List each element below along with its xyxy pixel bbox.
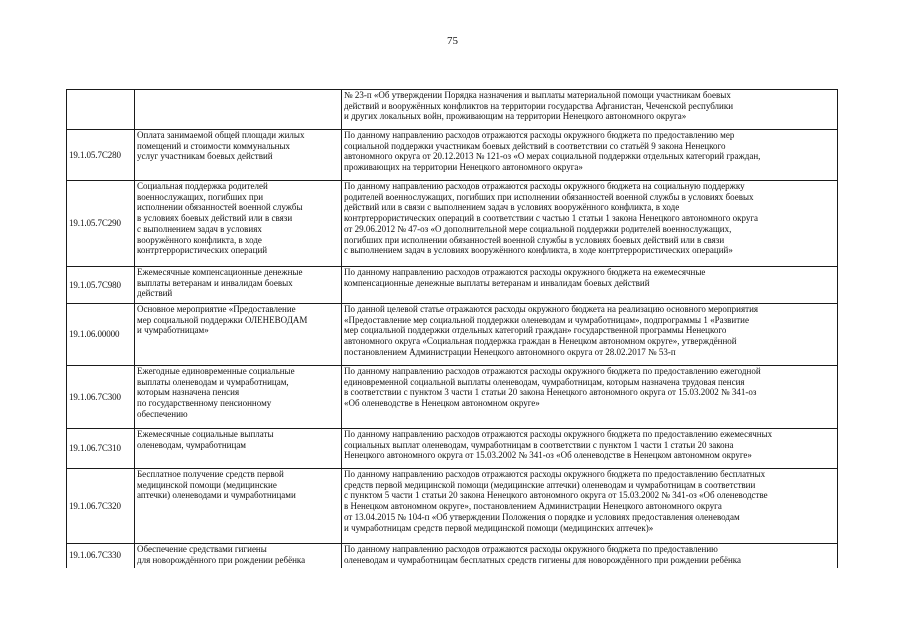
row-name-cell: Бесплатное получение средств первой медицинской помощи (медицинские аптечки) оленеводами и чумработницами bbox=[135, 469, 342, 544]
row-description-cell: По данному направлению расходов отражаются расходы окружного бюджета на ежемесячные компенсационные денежные выплаты ветеранам и инвалидам боевых действий bbox=[342, 267, 838, 304]
row-code-cell: 19.1.05.7С290 bbox=[67, 181, 135, 267]
row-description-cell: № 23-п «Об утверждении Порядка назначения и выплаты материальной помощи участникам боевых действий и вооружённых конфликтов на территории государства Афганистан, Чеченской республики и других локальных войн, проживающим на территории Ненецкого автономного округа» bbox=[342, 90, 838, 130]
row-name-cell bbox=[135, 90, 342, 130]
row-code-cell bbox=[67, 90, 135, 130]
row-name-cell: Обеспечение средствами гигиены для новорождённого при рождении ребёнка bbox=[135, 544, 342, 568]
row-name-cell: Ежемесячные компенсационные денежные выплаты ветеранам и инвалидам боевых действий bbox=[135, 267, 342, 304]
row-description-cell: По данному направлению расходов отражаются расходы окружного бюджета по предоставлению оленеводам и чумработницам бесплатных средств гигиены для новорождённого при рождении ребёнка bbox=[342, 544, 838, 568]
row-name-cell: Оплата занимаемой общей площади жилых помещений и стоимости коммунальных услуг участникам боевых действий bbox=[135, 130, 342, 181]
row-code-cell: 19.1.05.7С280 bbox=[67, 130, 135, 181]
row-description-cell: По данной целевой статье отражаются расходы окружного бюджета на реализацию основного мероприятия «Предоставление мер социальной поддержки оленеводам и чумработницам», подпрограммы 1 «Развитие мер социальной поддержки отдельных категорий граждан» государственной программы Ненецкого автономного округа «Социальная поддержка граждан в Ненецком автономном округе», утверждённой постановлением Администрации Ненецкого автономного округа от 28.02.2017 № 53-п bbox=[342, 304, 838, 366]
row-description-cell: По данному направлению расходов отражаются расходы окружного бюджета по предоставлению бесплатных средств первой медицинской помощи (медицинские аптечки) оленеводам и чумработницам в соответствии с пунктом 5 части 1 статьи 20 закона Ненецкого автономного округа от 15.03.2002 № 341-оз «Об оленеводстве в Ненецком автономном округе», постановлением Администрации Ненецкого автономного округа от 13.04.2015 № 104-п «Об утверждении Положения о порядке и условиях предоставления оленеводам и чумработницам средств первой медицинской помощи (медицинских аптечек)» bbox=[342, 469, 838, 544]
row-code-cell: 19.1.05.7С980 bbox=[67, 267, 135, 304]
row-description-cell: По данному направлению расходов отражаются расходы окружного бюджета на социальную поддержку родителей военнослужащих, погибших при исполнении обязанностей военной службы в условиях боевых действий или в связи с выполнением задач в условиях вооружённого конфликта, в ходе контртеррористических операций в соответствии с частью 1 статьи 1 закона Ненецкого автономного округа от 29.06.2012 № 47-оз «О дополнительной мере социальной поддержки родителей военнослужащих, погибших при исполнении обязанностей военной службы в условиях боевых действий или в связи с выполнением задач в условиях вооружённого конфликта, в ходе контртеррористических операций» bbox=[342, 181, 838, 267]
row-code-cell: 19.1.06.00000 bbox=[67, 304, 135, 366]
row-name-cell: Социальная поддержка родителей военнослужащих, погибших при исполнении обязанностей военной службы в условиях боевых действий или в связи с выполнением задач в условиях вооружённого конфликта, в ходе контртеррористических операций bbox=[135, 181, 342, 267]
row-code-cell: 19.1.06.7С330 bbox=[67, 544, 135, 568]
row-code-cell: 19.1.06.7С300 bbox=[67, 366, 135, 429]
row-name-cell: Основное мероприятие «Предоставление мер социальной поддержки ОЛЕНЕВОДАМ и чумработницам» bbox=[135, 304, 342, 366]
row-description-cell: По данному направлению расходов отражаются расходы окружного бюджета по предоставлению ежегодной единовременной социальной выплаты оленеводам, чумработницам, которым назначена трудовая пенсия в соответствии с пунктом 3 части 1 статьи 20 закона Ненецкого автономного округа от 15.03.2002 № 341-оз «Об оленеводстве в Ненецком автономном округе» bbox=[342, 366, 838, 429]
row-description-cell: По данному направлению расходов отражаются расходы окружного бюджета по предоставлению мер социальной поддержки участникам боевых действий в соответствии со статьёй 9 закона Ненецкого автономного округа от 20.12.2013 № 121-оз «О мерах социальной поддержки отдельных категорий граждан, проживающих на территории Ненецкого автономного округа» bbox=[342, 130, 838, 181]
table-row bbox=[67, 304, 838, 366]
row-name-cell: Ежегодные единовременные социальные выплаты оленеводам и чумработницам, которым назначена пенсия по государственному пенсионному обеспечению bbox=[135, 366, 342, 429]
table-row bbox=[67, 366, 838, 429]
table-row bbox=[67, 267, 838, 304]
row-code-cell: 19.1.06.7С320 bbox=[67, 469, 135, 544]
table-row bbox=[67, 90, 838, 130]
row-name-cell: Ежемесячные социальные выплаты оленеводам, чумработницам bbox=[135, 429, 342, 469]
page-number: 75 bbox=[447, 35, 458, 47]
table-row bbox=[67, 544, 838, 568]
table-row bbox=[67, 130, 838, 181]
table-row bbox=[67, 469, 838, 544]
row-code-cell: 19.1.06.7С310 bbox=[67, 429, 135, 469]
budget-classification-table bbox=[66, 89, 838, 568]
row-description-cell: По данному направлению расходов отражаются расходы окружного бюджета по предоставлению ежемесячных социальных выплат оленеводам, чумработницам в соответствии с пунктом 1 части 1 статьи 20 закона Ненецкого автономного округа от 15.03.2002 № 341-оз «Об оленеводстве в Ненецком автономном округе» bbox=[342, 429, 838, 469]
table-row bbox=[67, 429, 838, 469]
table-row bbox=[67, 181, 838, 267]
